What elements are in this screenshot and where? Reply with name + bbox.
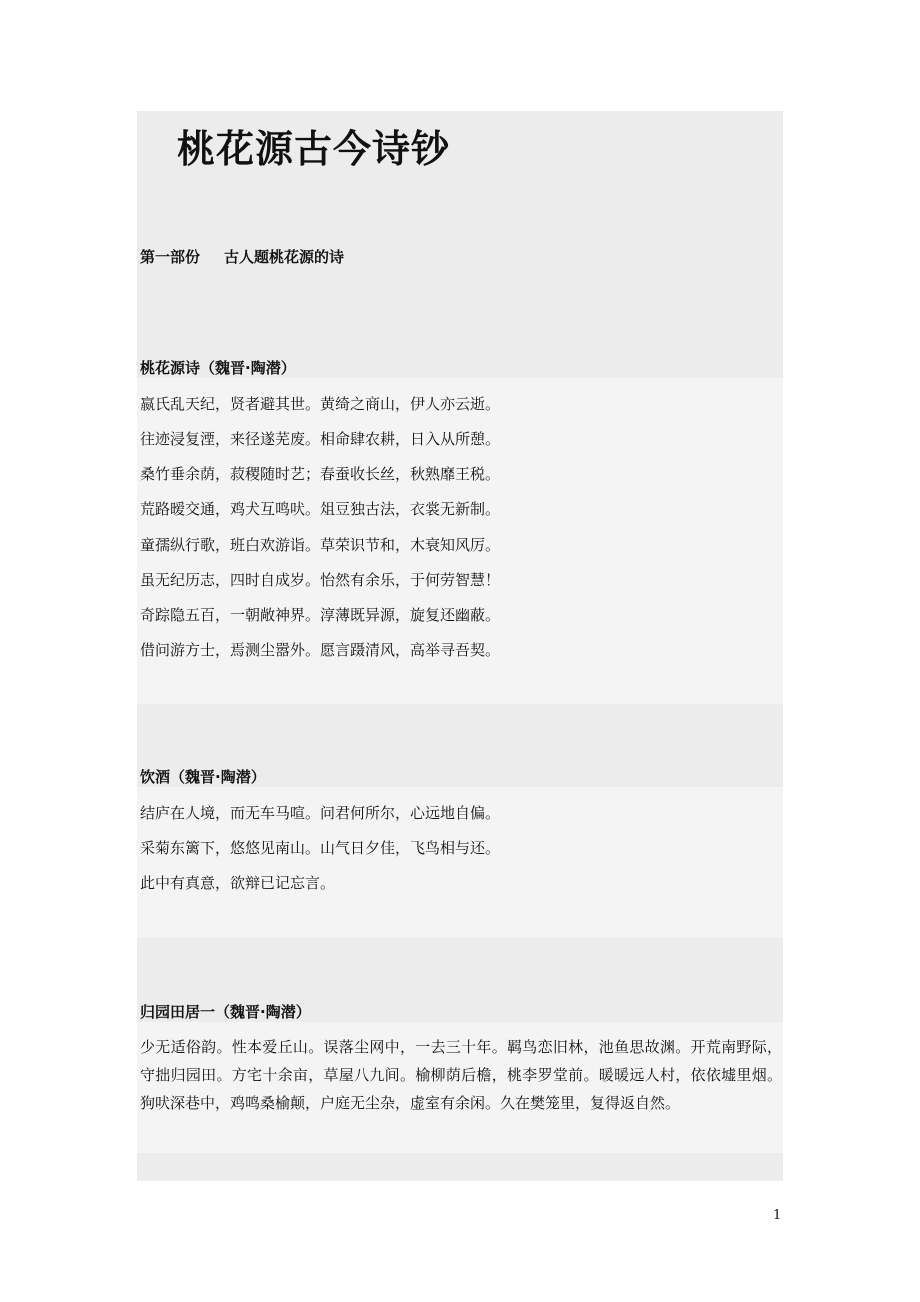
part-heading [140,247,344,267]
poem-line: 结庐在人境，而无车马喧。问君何所尔，心远地自偏。 [140,804,501,822]
poem-paragraph: 少无适俗韵。性本爱丘山。误落尘网中，一去三十年。羁鸟恋旧林，池鱼思故渊。开荒南野际，守拙归园田。方宅十余亩，草屋八九间。榆柳荫后檐，桃李罗堂前。暖暖远人村，依依墟里烟。狗吠深巷中，鸡鸣桑榆颠，户庭无尘杂，虚室有余闲。久在樊笼里，复得返自然。 [140,1038,782,1112]
poem-title: 归园田居一（魏晋·陶潜） [140,1003,311,1021]
poem-line: 嬴氏乱天纪，贤者避其世。黄绮之商山，伊人亦云逝。 [140,395,501,413]
poem-line: 虽无纪历志，四时自成岁。怡然有余乐，于何劳智慧！ [140,571,501,589]
part-label: 第一部份 [140,248,201,266]
shaded-band [137,1153,783,1181]
poem-line: 借问游方士，焉测尘嚣外。愿言蹑清风，高举寻吾契。 [140,641,501,659]
poem-line: 桑竹垂余荫，菽稷随时艺；春蚕收长丝，秋熟靡王税。 [140,465,501,483]
poem-line: 荒路暧交通，鸡犬互鸣吠。俎豆独古法，衣裳无新制。 [140,500,501,518]
poem-title: 饮酒（魏晋·陶潜） [140,768,266,786]
poem-line: 采菊东篱下，悠悠见南山。山气日夕佳，飞鸟相与还。 [140,839,501,857]
poem-line: 奇踪隐五百，一朝敞神界。淳薄既异源，旋复还幽蔽。 [140,606,501,624]
poem-title: 桃花源诗（魏晋·陶潜） [140,359,296,377]
part-title: 古人题桃花源的诗 [224,248,345,266]
document-title: 桃花源古今诗钞 [177,127,451,171]
poem-line: 往迹浸复湮，来径遂芜废。相命肆农耕，日入从所憩。 [140,430,501,448]
page-number: 1 [773,1208,782,1223]
poem-line: 此中有真意，欲辩已记忘言。 [140,874,336,892]
poem-line: 童孺纵行歌，班白欢游诣。草荣识节和，木衰知风厉。 [140,536,501,554]
